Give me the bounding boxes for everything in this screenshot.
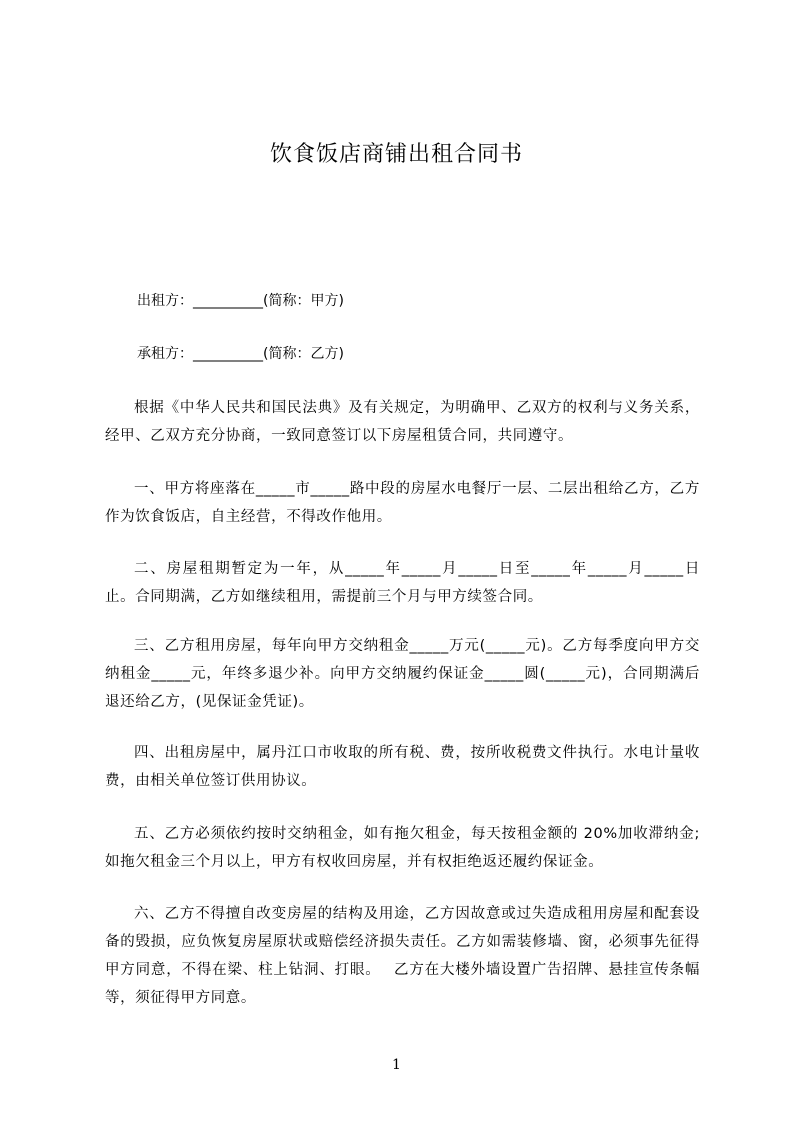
clause-1-paragraph: 一、甲方将座落在_____市_____路中段的房屋水电餐厅一层、二层出租给乙方，乙方作为饮食饭店，自主经营，不得改作他用。 (105, 481, 700, 525)
clause-6-paragraph: 六、乙方不得擅自改变房屋的结构及用途，乙方因故意或过失造成租用房屋和配套设备的毁损，应负恢复房屋原状或赔偿经济损失责任。乙方如需装修墙、窗，必须事先征得甲方同意，不得在梁、柱上钻洞、打眼。 乙方在大楼外墙设置广告招牌、悬挂宣传条幅等，须征得甲方同意。 (105, 906, 700, 1006)
preamble-paragraph: 根据《中华人民共和国民法典》及有关规定，为明确甲、乙双方的权利与义务关系，经甲、乙双方充分协商，一致同意签订以下房屋租赁合同，共同遵守。 (105, 400, 700, 444)
clause-3-paragraph: 三、乙方租用房屋，每年向甲方交纳租金_____万元(_____元)。乙方每季度向甲方交纳租金_____元，年终多退少补。向甲方交纳履约保证金_____圆(_____元)，合同期满后退还给乙方，(见保证金凭证)。 (105, 638, 700, 710)
page-number: 1 (392, 1057, 401, 1073)
lessee-line: 承租方：__________(简称：乙方) (137, 346, 344, 362)
clause-4-paragraph: 四、出租房屋中，属丹江口市收取的所有税、费，按所收税费文件执行。水电计量收费，由相关单位签订供用协议。 (105, 745, 700, 789)
clause-2-paragraph: 二、房屋租期暂定为一年，从_____年_____月_____日至_____年_____月_____日止。合同期满，乙方如继续租用，需提前三个月与甲方续签合同。 (105, 561, 700, 605)
clause-5-paragraph: 五、乙方必须依约按时交纳租金，如有拖欠租金，每天按租金额的 20%加收滞纳金;如拖欠租金三个月以上，甲方有权收回房屋，并有权拒绝返还履约保证金。 (105, 826, 700, 870)
document-title: 饮食饭店商铺出租合同书 (269, 142, 523, 167)
lessor-line: 出租方：__________(简称：甲方) (137, 293, 344, 309)
